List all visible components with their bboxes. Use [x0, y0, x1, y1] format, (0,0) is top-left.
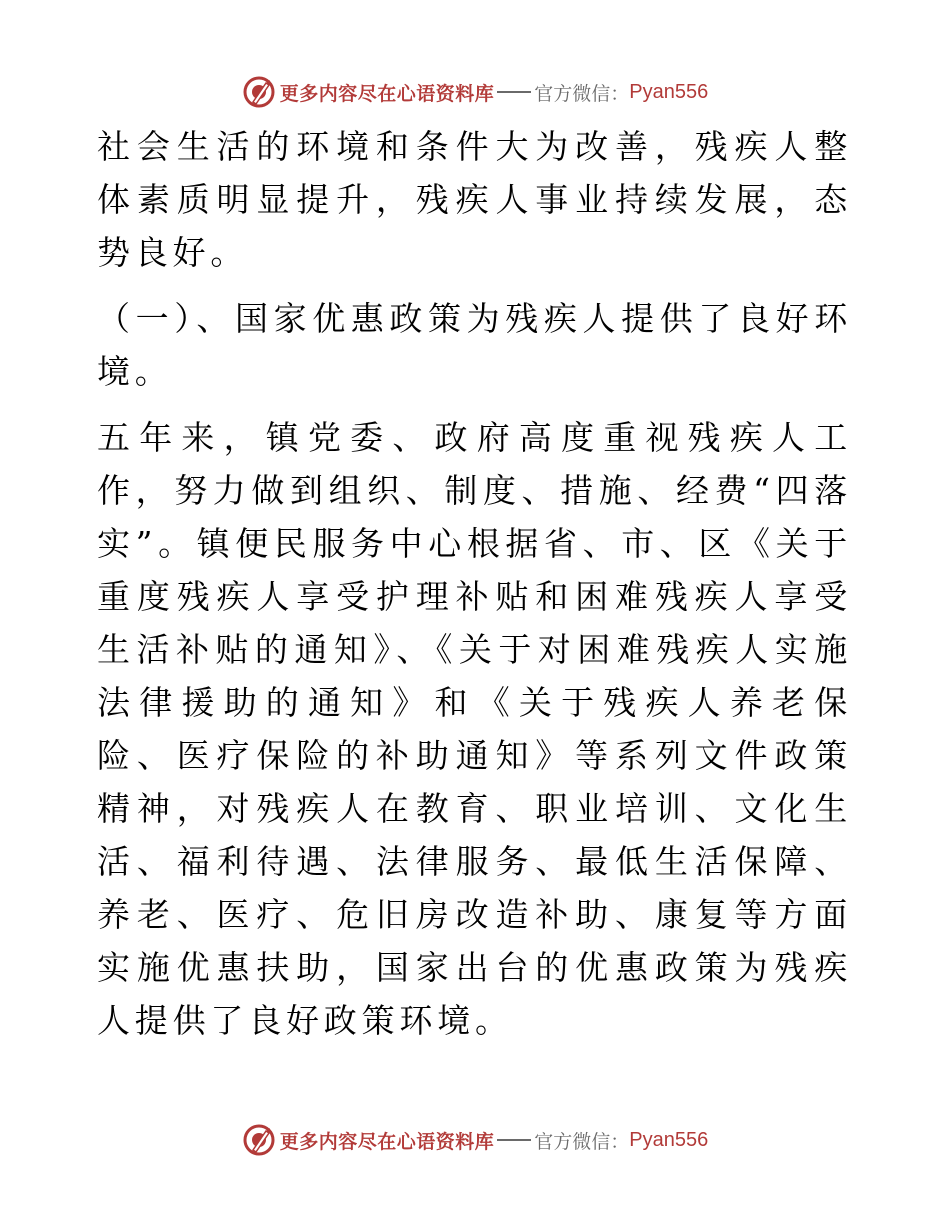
- footer-brand-text: 更多内容尽在心语资料库: [279, 1130, 495, 1153]
- paragraph-gap: [97, 398, 852, 411]
- header-brand-text: 更多内容尽在心语资料库: [279, 82, 495, 105]
- section-heading: （一）、国家优惠政策为残疾人提供了良好环境。: [97, 299, 852, 391]
- header-dash-divider: [497, 91, 531, 93]
- paragraph-gap: [97, 279, 852, 292]
- footer-wechat-label: 官方微信：: [534, 1130, 630, 1153]
- header-wechat-id: Pyan556: [629, 80, 709, 103]
- logo-icon: [242, 1123, 276, 1157]
- paragraph-body: 五年来，镇党委、政府高度重视残疾人工作，努力做到组织、制度、措施、经费“四落实”。镇便民服务中心根据省、市、区《关于重度残疾人享受护理补贴和困难残疾人享受生活补贴的通知》、《关于对困难残疾人实施法律援助的通知》和《关于残疾人养老保险、医疗保险的补助通知》等系列文件政策精神，对残疾人在教育、职业培训、文化生活、福利待遇、法律服务、最低生活保障、养老、医疗、危旧房改造补助、康复等方面实施优惠扶助，国家出台的优惠政策为残疾人提供了良好政策环境。: [97, 418, 852, 1040]
- footer-wechat-id: Pyan556: [629, 1128, 709, 1151]
- header-watermark-banner: [0, 72, 950, 112]
- logo-icon: [242, 75, 276, 109]
- header-wechat-label: 官方微信：: [534, 82, 630, 105]
- footer-watermark-banner: [0, 1120, 950, 1160]
- paragraph-intro: 社会生活的环境和条件大为改善，残疾人整体素质明显提升，残疾人事业持续发展，态势良好。: [97, 127, 852, 272]
- document-body: [97, 120, 852, 1047]
- footer-dash-divider: [497, 1139, 531, 1141]
